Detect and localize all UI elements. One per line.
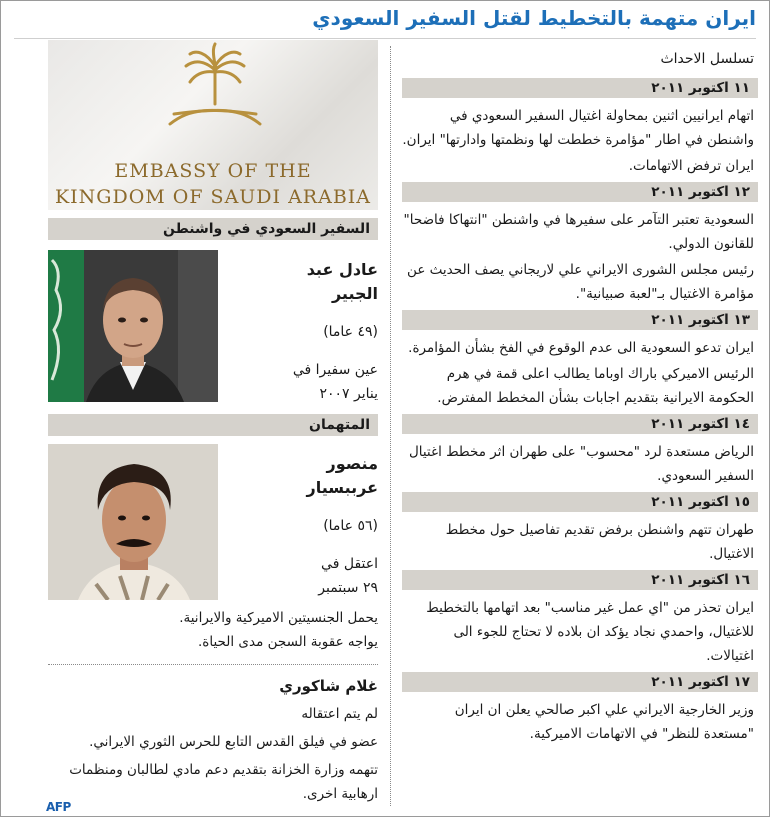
event-text: الرياض مستعدة لرد "محسوب" على طهران اثر مخطط اغتيال السفير السعودي. xyxy=(408,444,754,484)
embassy-sign-line1: EMBASSY OF THE xyxy=(114,160,312,182)
event-date: ١١ اكتوبر ٢٠١١ xyxy=(402,78,758,98)
second-accused-note: عضو في فيلق القدس التابع للحرس الثوري الايراني. xyxy=(89,734,378,750)
event-date: ١٤ اكتوبر ٢٠١١ xyxy=(402,414,758,434)
timeline-heading: تسلسل الاحداث xyxy=(660,51,754,67)
event-date: ١٢ اكتوبر ٢٠١١ xyxy=(402,182,758,202)
accused-arrest-line2: ٢٩ سبتمبر xyxy=(318,580,378,596)
ambassador-age: (٤٩ عاما) xyxy=(323,324,378,340)
second-accused-name: غلام شاكوري xyxy=(279,677,378,695)
ambassador-name-line1: عادل عبد xyxy=(306,260,378,279)
event-text: السعودية تعتبر التآمر على سفيرها في واشنطن "انتهاكا فاضحا" للقانون الدولي. xyxy=(403,212,754,252)
embassy-sign-photo xyxy=(48,40,378,210)
event-text: اتهام ايرانيين اثنين بمحاولة اغتيال السفير السعودي في واشنطن في اطار "مؤامرة خططت لها ونظمتها وادارتها" ايران. xyxy=(402,108,754,148)
ambassador-appointed-line2: يناير ٢٠٠٧ xyxy=(319,386,378,402)
accused-notes xyxy=(48,606,378,654)
saudi-emblem-icon xyxy=(160,42,270,138)
column-divider xyxy=(390,46,391,806)
accused-bio xyxy=(228,452,378,600)
accused-photo xyxy=(48,444,218,600)
event-text: وزير الخارجية الايراني علي اكبر صالحي يعلن ان ايران "مستعدة للنظر" في الاتهامات الاميركية. xyxy=(454,702,754,742)
ambassador-photo xyxy=(48,250,218,402)
second-accused xyxy=(48,674,378,806)
event-date: ١٥ اكتوبر ٢٠١١ xyxy=(402,492,758,512)
accused-name-line1: منصور xyxy=(326,454,378,473)
event-text: ايران تحذر من "اي عمل غير مناسب" بعد اتهامها بالتخطيط للاغتيال، واحمدي نجاد يؤكد ان بلاده لا تحتاج للجوء الى اغتيالات. xyxy=(426,600,754,664)
event-text: رئيس مجلس الشورى الايراني علي لاريجاني يصف الحديث عن مؤامرة الاغتيال بـ"لعبة صبيانية". xyxy=(407,262,754,302)
embassy-sign-line2: KINGDOM OF SAUDI ARABIA xyxy=(54,186,372,208)
second-accused-note: تتهمه وزارة الخزانة بتقديم دعم مادي لطالبان ومنظمات ارهابية اخرى. xyxy=(69,762,378,802)
accused-note: يواجه عقوبة السجن مدى الحياة. xyxy=(198,634,378,650)
event-text: طهران تتهم واشنطن برفض تقديم تفاصيل حول مخطط الاغتيال. xyxy=(445,522,754,562)
event-text: الرئيس الاميركي باراك اوباما يطالب اعلى قمة في هرم الحكومة الايرانية بتقديم اجابات بشأن المخطط المفترض. xyxy=(437,366,754,406)
event-date: ١٧ اكتوبر ٢٠١١ xyxy=(402,672,758,692)
ambassador-section-title: السفير السعودي في واشنطن xyxy=(48,218,378,240)
accused-section-title: المتهمان xyxy=(48,414,378,436)
event-text: ايران ترفض الاتهامات. xyxy=(628,158,754,174)
event-date: ١٦ اكتوبر ٢٠١١ xyxy=(402,570,758,590)
notes-divider xyxy=(48,664,378,665)
event-text: ايران تدعو السعودية الى عدم الوقوع في الفخ بشأن المؤامرة. xyxy=(408,340,754,356)
title-divider xyxy=(14,38,756,39)
event-date: ١٣ اكتوبر ٢٠١١ xyxy=(402,310,758,330)
second-accused-note: لم يتم اعتقاله xyxy=(301,706,378,722)
ambassador-name-line2: الجبير xyxy=(331,284,378,303)
ambassador-bio xyxy=(228,258,378,406)
accused-age: (٥٦ عاما) xyxy=(323,518,378,534)
page-title: ايران متهمة بالتخطيط لقتل السفير السعودي xyxy=(312,6,756,30)
accused-note: يحمل الجنسيتين الاميركية والايرانية. xyxy=(179,610,378,626)
accused-name-line2: عرببسيار xyxy=(306,478,378,497)
accused-arrest-line1: اعتقل في xyxy=(321,556,378,572)
ambassador-appointed-line1: عين سفيرا في xyxy=(292,362,378,378)
timeline xyxy=(402,48,758,746)
afp-logo: AFP xyxy=(46,800,71,814)
